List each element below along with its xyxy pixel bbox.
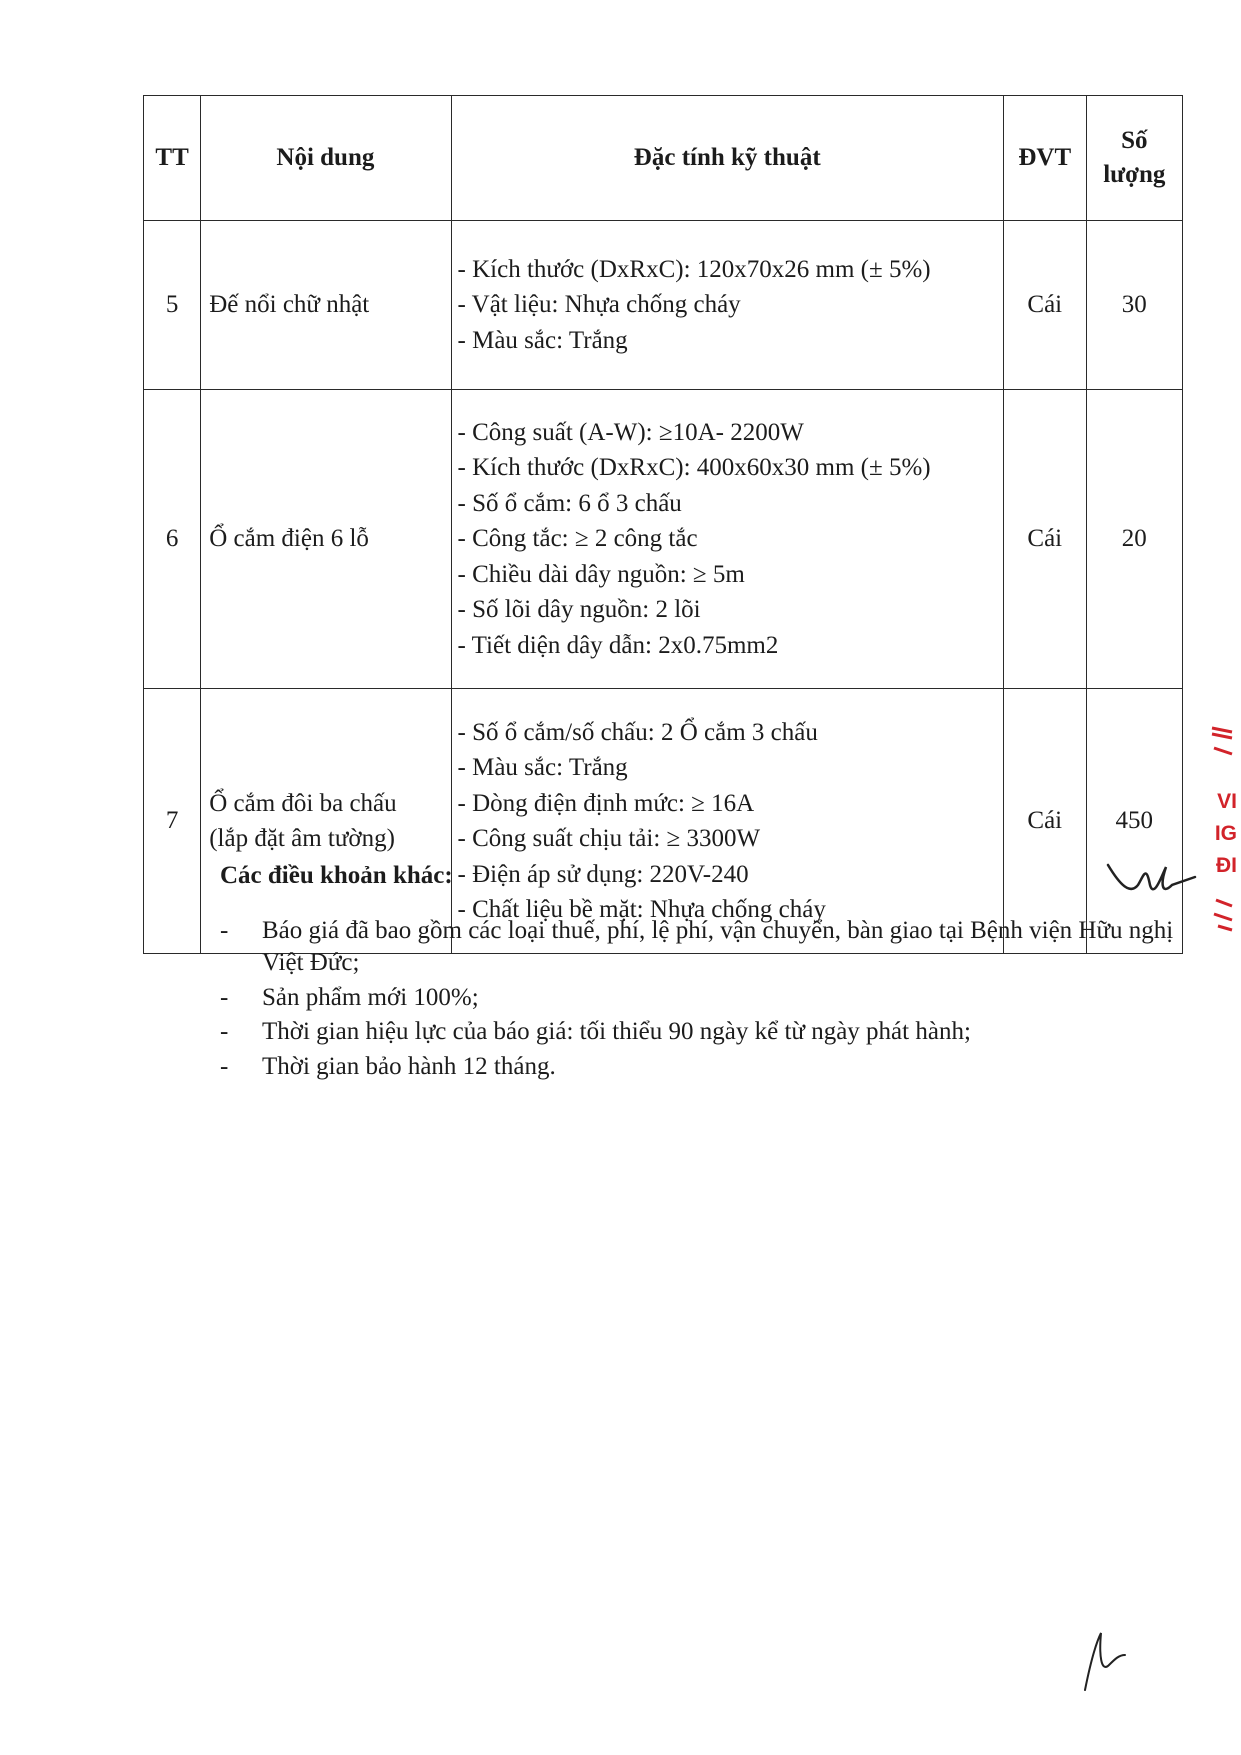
spec-line: - Số ổ cắm: 6 ổ 3 chấu [457,489,682,517]
row-dac-tinh [451,390,1003,689]
spec-line: - Kích thước (DxRxC): 400x60x30 mm (± 5%) [457,454,931,482]
term-text: Thời gian hiệu lực của báo giá: tối thiểu 90 ngày kể từ ngày phát hành; [262,1018,971,1045]
row-dvt: Cái [1003,221,1086,390]
product-spec-table [143,95,1183,954]
spec-line: - Điện áp sử dụng: 220V-240 [457,860,749,888]
spec-line: - Vật liệu: Nhựa chống cháy [457,291,741,319]
table-header-row [144,96,1183,221]
row-noi-dung [201,221,451,390]
stamp-text: VI [1217,790,1237,813]
header-so-luong [1086,96,1182,221]
spec-line: - Tiết diện dây dẫn: 2x0.75mm2 [457,631,779,659]
list-item [220,982,1180,1015]
dash-bullet: - [220,983,229,1011]
list-item [220,1051,1180,1084]
stamp-text: IG [1214,822,1237,845]
red-stamp-fragment [1192,700,1241,950]
spec-line: - Số ổ cắm/số chấu: 2 Ổ cắm 3 chấu [457,718,818,746]
spec-line: - Chất liệu bề mặt: Nhựa chống cháy [457,896,826,923]
terms-list [220,915,1180,1084]
header-so-luong-line-2: lượng [1103,161,1166,188]
terms-title: Các điều khoản khác: [220,862,453,889]
spec-line: - Số lõi dây nguồn: 2 lõi [457,596,701,624]
table-row [144,221,1183,390]
stamp-text: ĐI [1216,854,1237,877]
spec-line: - Công suất (A-W): ≥10A- 2200W [457,418,804,446]
row-dvt: Cái [1003,689,1086,954]
spec-line: - Kích thước (DxRxC): 120x70x26 mm (± 5%) [457,255,931,283]
row-dvt: Cái [1003,390,1086,689]
spec-line: - Công tắc: ≥ 2 công tắc [457,525,698,553]
table-row [144,390,1183,689]
list-item [220,915,1180,980]
spec-line: - Công suất chịu tải: ≥ 3300W [457,825,761,852]
row-so-luong: 30 [1086,221,1182,390]
header-dvt: ĐVT [1003,96,1086,221]
noi-dung-line: Ổ cắm đôi ba chấu [209,789,397,817]
header-dac-tinh: Đặc tính kỹ thuật [451,96,1003,221]
row-tt: 5 [144,221,201,390]
noi-dung-line: (lắp đặt âm tường) [209,825,395,852]
row-tt: 6 [144,390,201,689]
noi-dung-line: Ổ cắm điện 6 lỗ [209,525,369,553]
row-noi-dung [201,390,451,689]
dash-bullet: - [220,916,229,944]
header-so-luong-line-1: Số [1121,127,1148,155]
term-text: Báo giá đã bao gồm các loại thuế, phí, lệ phí, vận chuyển, bàn giao tại Bệnh viện Hữu nghị Việt Đức; [262,916,1174,976]
spec-line: - Màu sắc: Trắng [457,754,628,781]
row-dac-tinh [451,221,1003,390]
header-noi-dung: Nội dung [201,96,451,221]
other-terms-section [220,860,1180,1085]
list-item [220,1016,1180,1049]
row-so-luong: 450 [1086,689,1182,954]
spec-line: - Màu sắc: Trắng [457,326,628,354]
signature-initials [1100,855,1200,905]
spec-line: - Chiều dài dây nguồn: ≥ 5m [457,560,745,588]
header-tt: TT [144,96,201,221]
term-text: Thời gian bảo hành 12 tháng. [262,1052,556,1080]
spec-line: - Dòng điện định mức: ≥ 16A [457,789,755,817]
dash-bullet: - [220,1018,229,1045]
term-text: Sản phẩm mới 100%; [262,983,479,1011]
noi-dung-line: Đế nổi chữ nhật [209,291,370,319]
row-tt: 7 [144,689,201,954]
dash-bullet: - [220,1052,229,1080]
page-initials [1075,1625,1135,1695]
row-so-luong: 20 [1086,390,1182,689]
